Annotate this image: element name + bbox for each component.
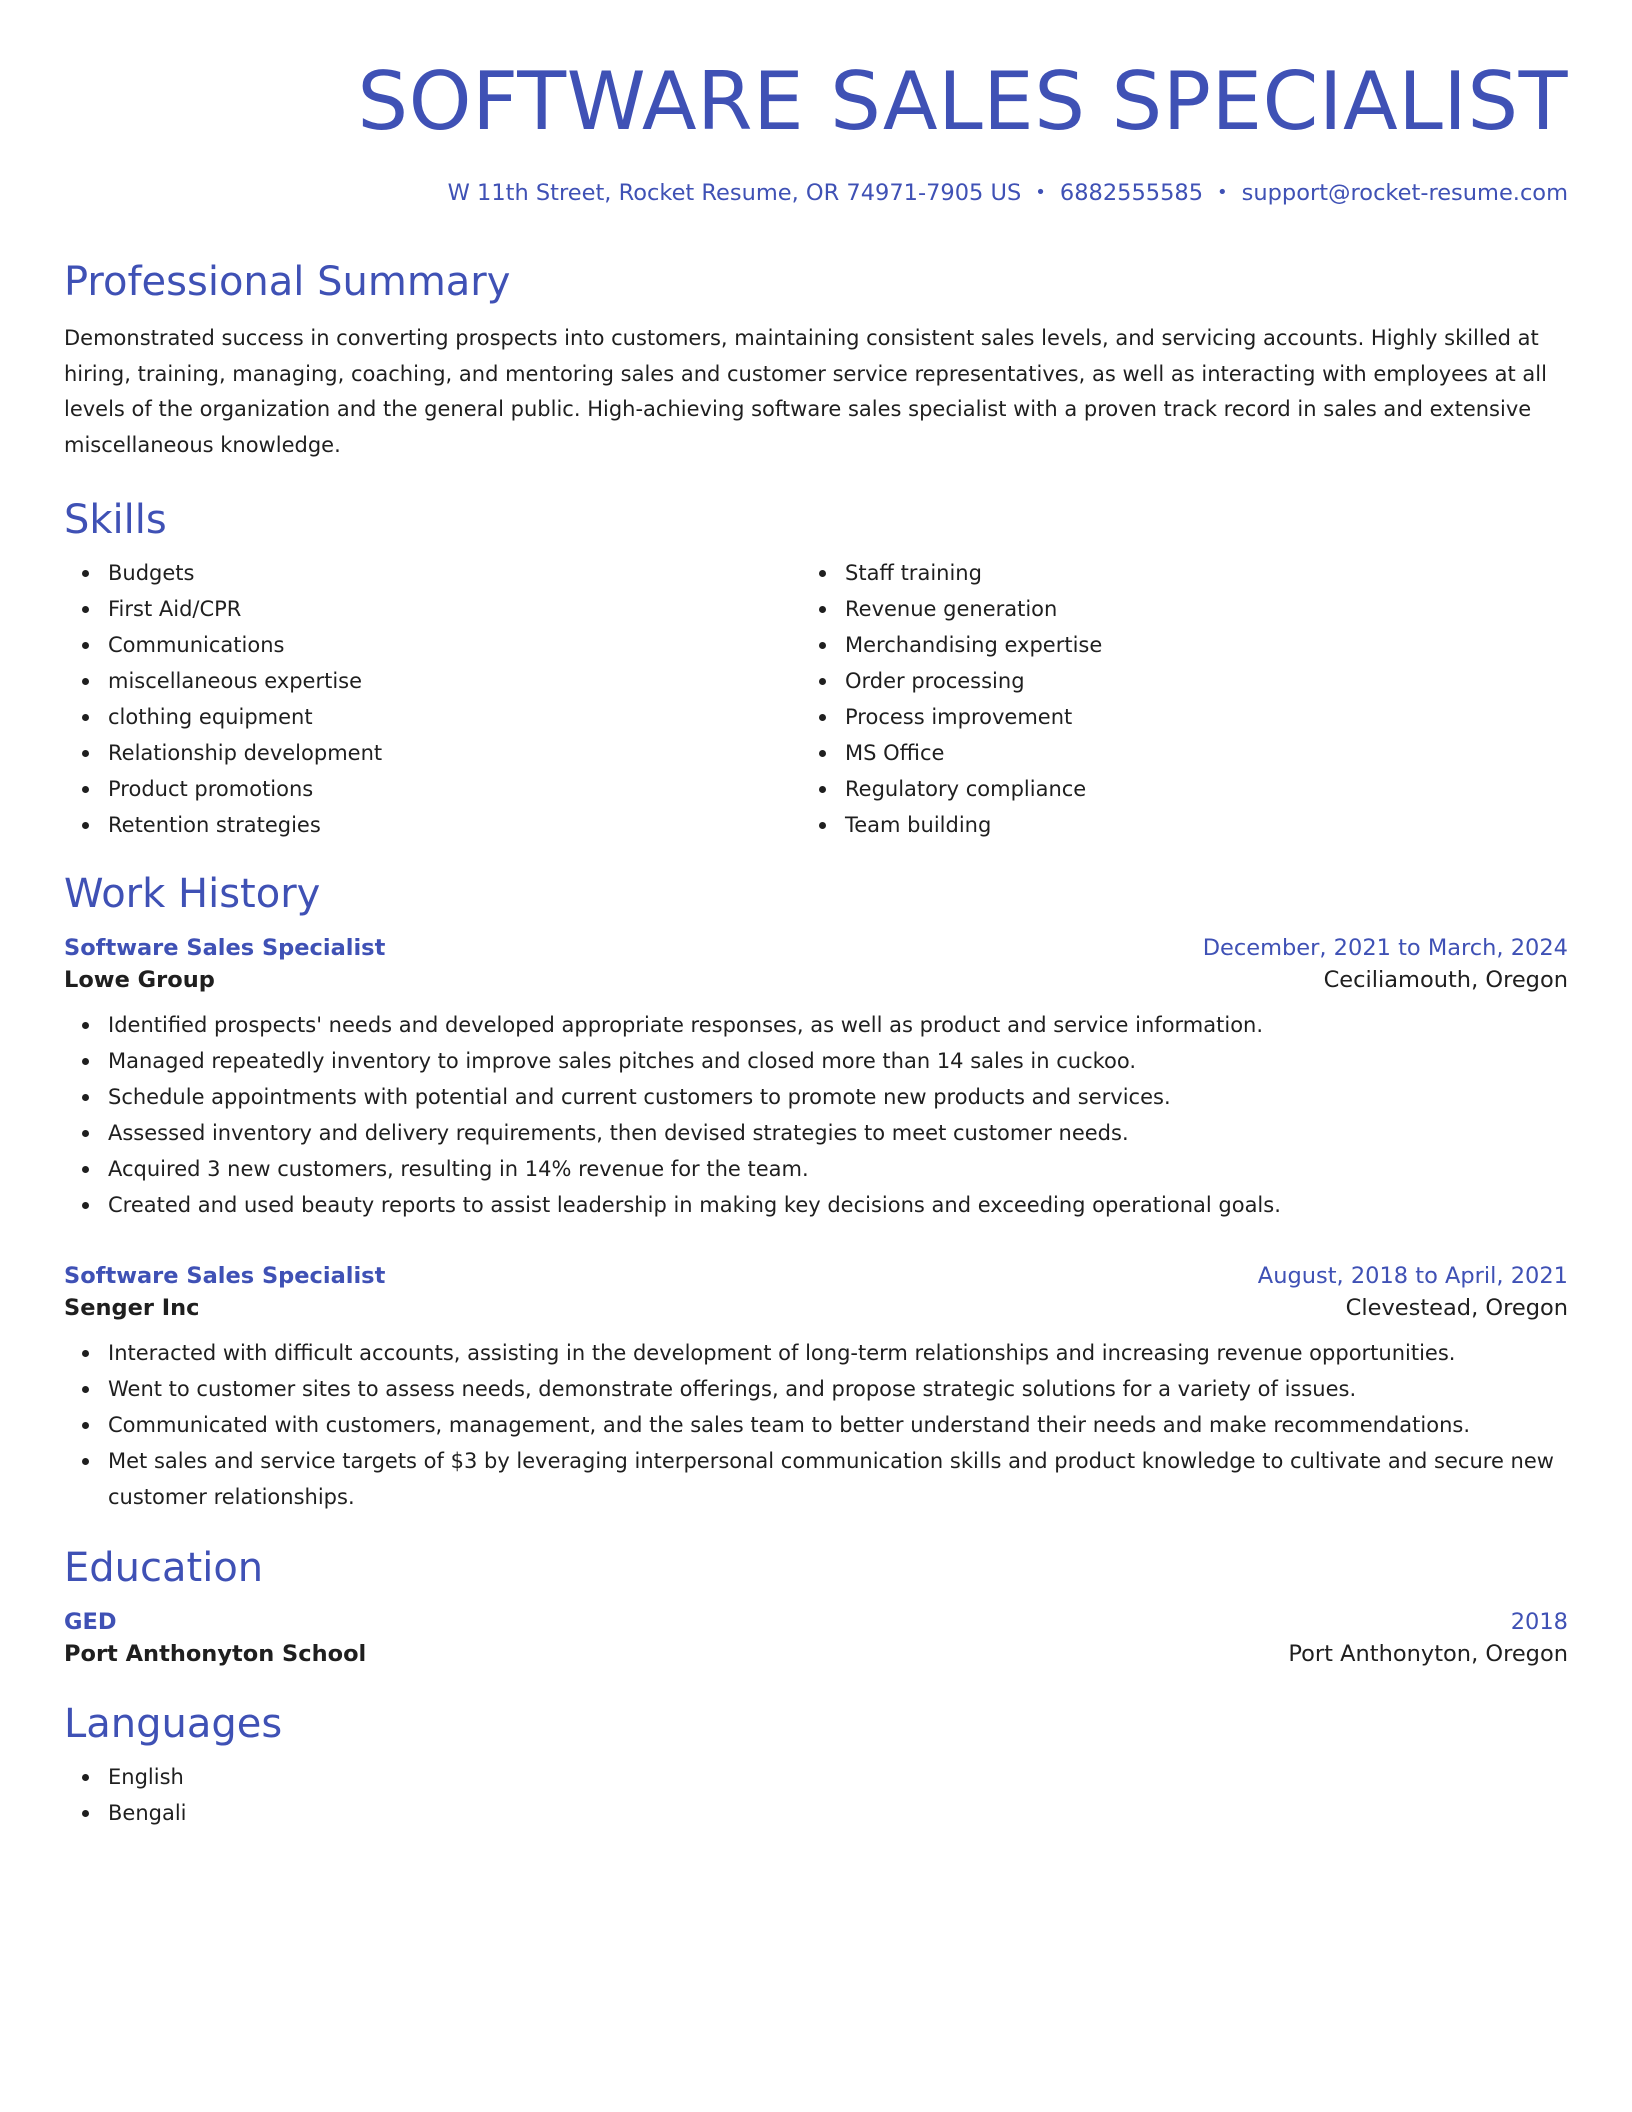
contact-email[interactable]: support@rocket-resume.com bbox=[1241, 180, 1568, 206]
job-header bbox=[64, 1263, 1568, 1289]
section-title-skills: Skills bbox=[64, 496, 167, 543]
job-header bbox=[64, 935, 1568, 961]
skill-item: Merchandising expertise bbox=[845, 627, 1538, 663]
job-bullet: Communicated with customers, management, and the sales team to better understand their needs and make recommendations. bbox=[108, 1407, 1568, 1443]
job-title: Software Sales Specialist bbox=[64, 1262, 386, 1289]
languages-list bbox=[64, 1759, 1568, 1831]
skills-list-left bbox=[64, 555, 801, 843]
job-subheader bbox=[64, 1295, 1568, 1321]
education-year: 2018 bbox=[1510, 1608, 1568, 1635]
skill-item: clothing equipment bbox=[108, 699, 801, 735]
job-dates: December, 2021 to March, 2024 bbox=[1202, 934, 1568, 961]
skill-item: miscellaneous expertise bbox=[108, 663, 801, 699]
skill-item: Staff training bbox=[845, 555, 1538, 591]
contact-line bbox=[64, 180, 1568, 206]
job-entry bbox=[64, 1263, 1568, 1515]
job-bullets bbox=[64, 1007, 1568, 1223]
education-subheader bbox=[64, 1641, 1568, 1667]
separator-bullet: • bbox=[1217, 182, 1228, 203]
job-location: Clevestead, Oregon bbox=[1345, 1294, 1568, 1321]
contact-phone: 6882555585 bbox=[1059, 180, 1204, 206]
skill-item: Relationship development bbox=[108, 735, 801, 771]
education-location: Port Anthonyton, Oregon bbox=[1288, 1640, 1568, 1667]
skills-list-right bbox=[801, 555, 1538, 843]
job-bullet: Interacted with difficult accounts, assisting in the development of long-term relationships and increasing revenue opportunities. bbox=[108, 1335, 1568, 1371]
skills-columns bbox=[64, 555, 1568, 843]
resume-name: SOFTWARE SALES SPECIALIST bbox=[357, 55, 1568, 148]
job-title: Software Sales Specialist bbox=[64, 934, 386, 961]
education-entry bbox=[64, 1609, 1568, 1667]
skill-item: Budgets bbox=[108, 555, 801, 591]
work-history-section bbox=[64, 871, 1568, 1515]
job-bullet: Created and used beauty reports to assist leadership in making key decisions and exceeding operational goals. bbox=[108, 1187, 1568, 1223]
education-degree: GED bbox=[64, 1608, 117, 1635]
job-location: Ceciliamouth, Oregon bbox=[1323, 966, 1568, 993]
skills-section bbox=[64, 497, 1568, 843]
job-company: Senger Inc bbox=[64, 1294, 200, 1321]
job-bullet: Acquired 3 new customers, resulting in 14% revenue for the team. bbox=[108, 1151, 1568, 1187]
contact-address: W 11th Street, Rocket Resume, OR 74971-7905 US bbox=[447, 180, 1022, 206]
skill-item: Revenue generation bbox=[845, 591, 1538, 627]
skill-item: Process improvement bbox=[845, 699, 1538, 735]
languages-section bbox=[64, 1701, 1568, 1831]
job-bullet: Met sales and service targets of $3 by leveraging interpersonal communication skills and product knowledge to cultivate and secure new customer relationships. bbox=[108, 1443, 1568, 1515]
skill-item: Retention strategies bbox=[108, 807, 801, 843]
job-entry bbox=[64, 935, 1568, 1223]
skill-item: First Aid/CPR bbox=[108, 591, 801, 627]
job-subheader bbox=[64, 967, 1568, 993]
education-school: Port Anthonyton School bbox=[64, 1640, 367, 1667]
section-title-education: Education bbox=[64, 1544, 264, 1591]
skill-item: Communications bbox=[108, 627, 801, 663]
skill-item: Team building bbox=[845, 807, 1538, 843]
skill-item: Order processing bbox=[845, 663, 1538, 699]
job-bullet: Went to customer sites to assess needs, demonstrate offerings, and propose strategic solutions for a variety of issues. bbox=[108, 1371, 1568, 1407]
summary-text: Demonstrated success in converting prospects into customers, maintaining consistent sales levels, and servicing accounts. Highly skilled at hiring, training, managing, coaching, and mentoring sales and customer service representatives, as well as interacting with employees at all levels of the organization and the general public. High-achieving software sales specialist with a proven track record in sales and extensive miscellaneous knowledge. bbox=[64, 326, 1547, 458]
job-bullets bbox=[64, 1335, 1568, 1515]
skill-item: Regulatory compliance bbox=[845, 771, 1538, 807]
skill-item: Product promotions bbox=[108, 771, 801, 807]
job-bullet: Schedule appointments with potential and current customers to promote new products and services. bbox=[108, 1079, 1568, 1115]
job-bullet: Identified prospects' needs and developed appropriate responses, as well as product and service information. bbox=[108, 1007, 1568, 1043]
section-title-summary: Professional Summary bbox=[64, 259, 511, 305]
job-bullet: Managed repeatedly inventory to improve sales pitches and closed more than 14 sales in cuckoo. bbox=[108, 1043, 1568, 1079]
language-item: Bengali bbox=[108, 1795, 1568, 1831]
job-company: Lowe Group bbox=[64, 966, 215, 993]
job-dates: August, 2018 to April, 2021 bbox=[1257, 1262, 1568, 1289]
professional-summary-section bbox=[64, 259, 1568, 464]
education-section bbox=[64, 1545, 1568, 1667]
skill-item: MS Office bbox=[845, 735, 1538, 771]
language-item: English bbox=[108, 1759, 1568, 1795]
section-title-languages: Languages bbox=[64, 1700, 283, 1747]
job-bullet: Assessed inventory and delivery requirements, then devised strategies to meet customer needs. bbox=[108, 1115, 1568, 1151]
section-title-work-history: Work History bbox=[64, 870, 321, 917]
separator-bullet: • bbox=[1035, 182, 1046, 203]
education-header bbox=[64, 1609, 1568, 1635]
